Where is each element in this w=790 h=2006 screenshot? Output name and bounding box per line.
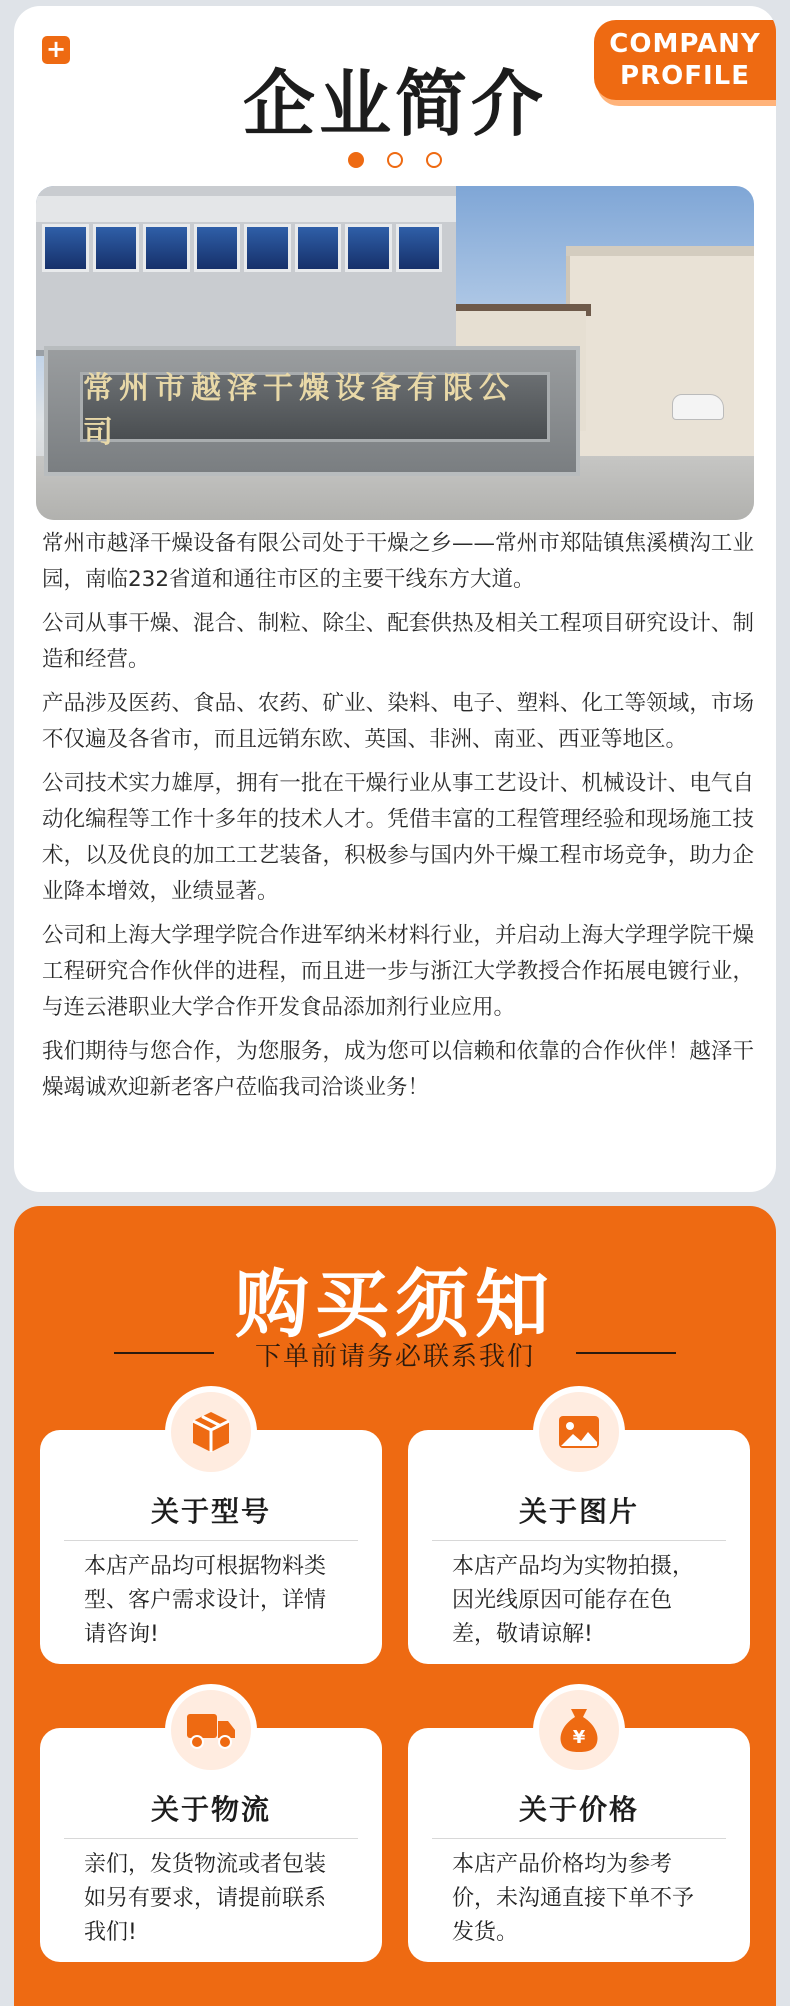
info-card-divider: [64, 1540, 358, 1541]
info-card-divider: [432, 1540, 726, 1541]
purchase-notice-panel: [14, 1206, 776, 2006]
info-card-desc: 本店产品均为实物拍摄，因光线原因可能存在色差，敬请谅解!: [452, 1554, 695, 1647]
notice-title: 购买须知: [235, 1262, 555, 1348]
profile-paragraph: 公司技术实力雄厚，拥有一批在干燥行业从事工艺设计、机械设计、电气自动化编程等工作十多年的技术人才。凭借丰富的工程管理经验和现场施工技术，以及优良的加工工艺装备，积极参与国内外干燥工程市场竞争，助力企业降本增效，业绩显著。: [42, 771, 754, 904]
image-icon: [533, 1386, 625, 1478]
svg-text:¥: ¥: [572, 1727, 586, 1748]
info-card-desc: 亲们，发货物流或者包装如另有要求，请提前联系我们!: [84, 1852, 327, 1945]
notice-subtitle: 下单前请务必联系我们: [254, 1342, 535, 1372]
carousel-dot-3[interactable]: [426, 152, 442, 168]
car: [672, 394, 724, 420]
profile-title: 企业简介: [242, 62, 547, 146]
sign-wall: [44, 346, 580, 476]
company-profile-card: [14, 6, 776, 1192]
profile-paragraph: 我们期待与您合作，为您服务，成为您可以信赖和依靠的合作伙伴！越泽干燥竭诚欢迎新老客户莅临我司洽谈业务！: [42, 1039, 754, 1100]
carousel-dot-2[interactable]: [387, 152, 403, 168]
profile-paragraph: 公司和上海大学理学院合作进军纳米材料行业，并启动上海大学理学院干燥工程研究合作伙伴的进程，而且进一步与浙江大学教授合作拓展电镀行业，与连云港职业大学合作开发食品添加剂行业应用。: [42, 923, 754, 1020]
plus-icon[interactable]: +: [42, 36, 70, 64]
info-card-model[interactable]: [40, 1430, 382, 1664]
company-sign-board: [80, 371, 550, 450]
profile-paragraph: 公司从事干燥、混合、制粒、除尘、配套供热及相关工程项目研究设计、制造和经营。: [42, 611, 754, 672]
info-card-title: 关于价格: [518, 1793, 639, 1826]
info-card-divider: [432, 1838, 726, 1839]
building-strip: [36, 196, 456, 222]
info-card-title: 关于物流: [150, 1793, 271, 1826]
money-bag-icon: [533, 1684, 625, 1776]
building-right: [566, 256, 754, 456]
profile-paragraph: 常州市越泽干燥设备有限公司处于干燥之乡——常州市郑陆镇焦溪横沟工业园，南临232省道和通往市区的主要干线东方大道。: [42, 531, 754, 592]
info-card-picture[interactable]: [408, 1430, 750, 1664]
building-windows: [42, 224, 442, 272]
carousel-dot-1[interactable]: [348, 152, 364, 168]
info-card-title: 关于型号: [150, 1495, 271, 1528]
carousel-dots: [14, 152, 776, 172]
badge-line-profile: PROFILE: [620, 61, 750, 91]
profile-description: [42, 526, 754, 1114]
info-card-price[interactable]: [408, 1728, 750, 1962]
info-card-logistics[interactable]: [40, 1728, 382, 1962]
building-left: [36, 186, 456, 356]
info-card-title: 关于图片: [518, 1495, 639, 1528]
box-icon: [165, 1386, 257, 1478]
profile-paragraph: 产品涉及医药、食品、农药、矿业、染料、电子、塑料、化工等领域，市场不仅遍及各省市，而且远销东欧、英国、非洲、南亚、西亚等地区。: [42, 691, 754, 752]
factory-photo: [36, 186, 754, 520]
subtitle-divider-right: [576, 1352, 676, 1354]
info-card-desc: 本店产品均可根据物料类型、客户需求设计，详情请咨询!: [84, 1554, 327, 1647]
info-card-divider: [64, 1838, 358, 1839]
info-card-desc: 本店产品价格均为参考价，未沟通直接下单不予发货。: [452, 1852, 695, 1945]
truck-icon: [165, 1684, 257, 1776]
badge-line-company: COMPANY: [609, 29, 761, 59]
company-sign-text: 常州市越泽干燥设备有限公司: [83, 371, 515, 450]
